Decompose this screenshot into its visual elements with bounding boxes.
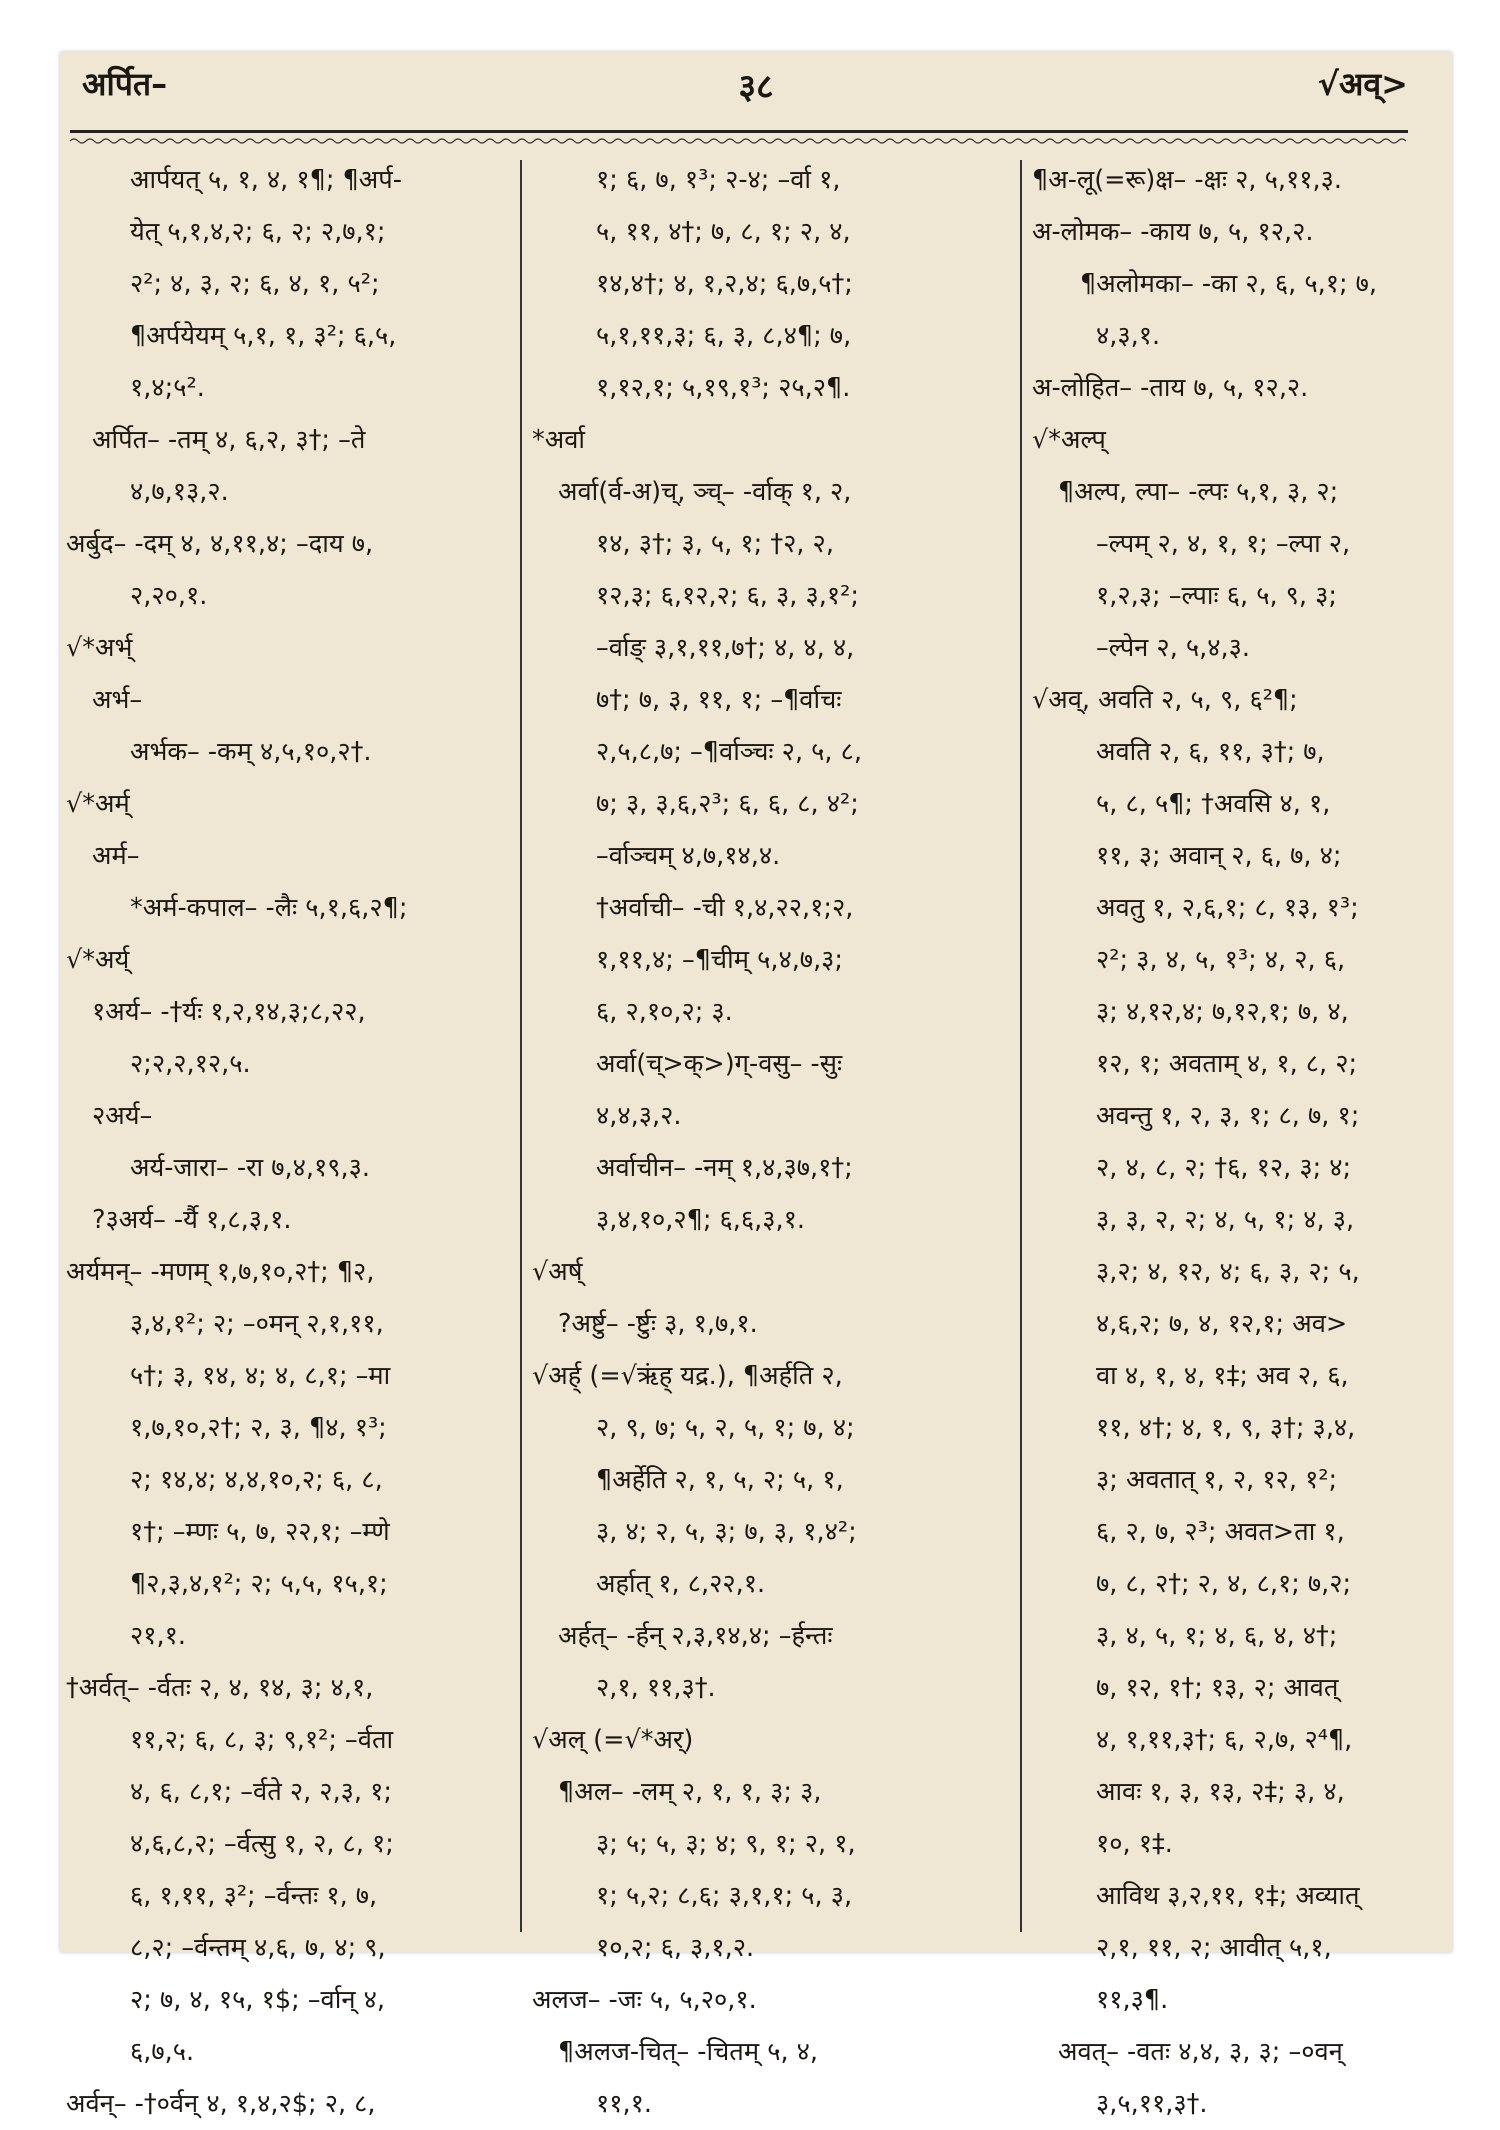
entry-line: ३; अवतात् १, २, १२, १²; <box>1096 1465 1338 1495</box>
entry-line: २²; ४, ३, २; ६, ४, १, ५²; <box>130 269 380 299</box>
entry-line: √अर्ष् <box>532 1257 583 1287</box>
entry-line: १४,४†; ४, १,२,४; ६,७,५†; <box>596 269 853 299</box>
entry-line: अर्म– <box>92 841 140 871</box>
entry-line: √*अर्य् <box>66 945 130 975</box>
entry-line: †अर्वत्– -र्वतः २, ४, १४, ३; ४,१, <box>66 1673 374 1703</box>
entry-line: √*अर्म् <box>66 789 130 819</box>
entry-line: २;२,२,१२,५. <box>130 1049 251 1079</box>
entry-line: ३, ४; २, ५, ३; ७, ३, १,४²; <box>596 1517 857 1547</box>
entry-line: ३; ५; ५, ३; ४; ९, १; २, १, <box>596 1829 856 1859</box>
entry-line: ५†; ३, १४, ४; ४, ८,१; –मा <box>130 1361 391 1391</box>
entry-line: १,७,१०,२†; २, ३, ¶४, १³; <box>130 1413 387 1443</box>
entry-line: ३,४,१०,२¶; ६,६,३,१. <box>596 1205 806 1235</box>
entry-line: २; ७, ४, १५, १$; –र्वान् ४, <box>130 1985 385 2015</box>
entry-line: ४,४,३,२. <box>596 1101 682 1131</box>
entry-line: ११, ३; अवान् २, ६, ७, ४; <box>1096 841 1342 871</box>
entry-line: २,२०,१. <box>130 581 208 611</box>
entry-line: ६, १,११, ३²; –र्वन्तः १, ७, <box>130 1881 378 1911</box>
page-number: ३८ <box>738 67 774 107</box>
entry-line: ¶अल– -लम् २, १, १, ३; ३, <box>558 1777 822 1807</box>
entry-line: ७, ८, २†; २, ४, ८,१; ७,२; <box>1096 1569 1352 1599</box>
entry-line: ५, ८, ५¶; †अवसि ४, १, <box>1096 789 1331 819</box>
entry-line: ¶अलज-चित्– -चितम् ५, ४, <box>558 2037 819 2067</box>
entry-line: –र्वाञ्चम् ४,७,१४,४. <box>596 841 781 871</box>
entry-line: अर्बुद– -दम् ४, ४,११,४; –दाय ७, <box>66 529 374 559</box>
entry-line: ¶अर्पयेयम् ५,१, १, ३²; ६,५, <box>130 321 397 351</box>
entry-line: अर्पित– -तम् ४, ६,२, ३†; –ते <box>92 425 366 455</box>
header-right-guideword: √अव्> <box>1317 65 1408 103</box>
entry-line: २अर्य– <box>92 1101 153 1131</box>
entry-line: अवति २, ६, ११, ३†; ७, <box>1096 737 1325 767</box>
entry-line: ४, १,११,३†; ६, २,७, २⁴¶, <box>1096 1725 1353 1755</box>
entry-line: अर्य-जारा– -रा ७,४,१९,३. <box>130 1153 370 1183</box>
entry-line: ¶अ-लू(=रू)क्ष– -क्षः २, ५,११,३. <box>1032 165 1342 195</box>
entry-line: अवतु १, २,६,१; ८, १३, १³; <box>1096 893 1359 923</box>
entry-line: अ-लोहित– -ताय ७, ५, १२,२. <box>1032 373 1309 403</box>
entry-line: २,१, ११,३†. <box>596 1673 716 1703</box>
entry-line: १०,२; ६, ३,१,२. <box>596 1933 755 1963</box>
entry-line: अर्भक– -कम् ४,५,१०,२†. <box>130 737 372 767</box>
entry-line: १; ५,२; ८,६; ३,१,१; ५, ३, <box>596 1881 853 1911</box>
entry-line: ३, ३, २, २; ४, ५, १; ४, ३, <box>1096 1205 1355 1235</box>
entry-line: ७†; ७, ३, ११, १; –¶र्वाचः <box>596 685 842 715</box>
entry-line: आवः १, ३, १३, २‡; ३, ४, <box>1096 1777 1345 1807</box>
entry-line: २, ९, ७; ५, २, ५, १; ७, ४; <box>596 1413 855 1443</box>
entry-line: ११, ४†; ४, १, ९, ३†; ३,४, <box>1096 1413 1356 1443</box>
column-3 <box>1032 154 1440 2119</box>
header-left-guideword: अर्पित– <box>82 65 168 103</box>
entry-line: वा ४, १, ४, १‡; अव २, ६, <box>1096 1361 1349 1391</box>
entry-line: ?अर्ष्टु– -र्ष्टुः ३, १,७,१. <box>558 1309 758 1339</box>
page-header <box>60 52 1452 132</box>
column-divider-2 <box>1020 160 1022 1932</box>
header-rule <box>70 130 1408 133</box>
entry-line: ५, ११, ४†; ७, ८, १; २, ४, <box>596 217 851 247</box>
entry-line: ७; ३, ३,६,२³; ६, ६, ८, ४²; <box>596 789 859 819</box>
entry-line: अर्यमन्– -मणम् १,७,१०,२†; ¶२, <box>66 1257 375 1287</box>
entry-line: अवन्तु १, २, ३, १; ८, ७, १; <box>1096 1101 1360 1131</box>
dictionary-page <box>60 52 1452 2119</box>
entry-line: –र्वाङ् ३,१,११,७†; ४, ४, ४, <box>596 633 855 663</box>
entry-line: १†; –म्णः ५, ७, २२,१; –म्णे <box>130 1517 390 1547</box>
entry-line: २, ४, ८, २; †६, १२, ३; ४; <box>1096 1153 1352 1183</box>
entry-line: ७, १२, १†; १३, २; आवत् <box>1096 1673 1339 1703</box>
entry-line: ?३अर्य– -र्यै १,८,३,१. <box>92 1205 292 1235</box>
entry-line: ¶अलोमका– -का २, ६, ५,१; ७, <box>1080 269 1378 299</box>
entry-line: येत् ५,१,४,२; ६, २; २,७,१; <box>130 217 386 247</box>
entry-line: अर्भ– <box>92 685 143 715</box>
entry-line: ३; ४,१२,४; ७,१२,१; ७, ४, <box>1096 997 1349 1027</box>
entry-line: आर्पयत् ५, १, ४, १¶; ¶अर्प- <box>130 165 402 195</box>
entry-line: अ-लोमक– -काय ७, ५, १२,२. <box>1032 217 1314 247</box>
entry-line: ५,१,११,३; ६, ३, ८,४¶; ७, <box>596 321 852 351</box>
entry-line: अर्वा(च्>क्>)ग्-वसु– -सुः <box>596 1049 843 1079</box>
entry-line: ¶अर्हेति २, १, ५, २; ५, १, <box>596 1465 844 1495</box>
entry-line: ३,४,१²; २; –०मन् २,१,११, <box>130 1309 384 1339</box>
entry-line: २²; ३, ४, ५, १³; ४, २, ६, <box>1096 945 1346 975</box>
entry-line: ११,३¶. <box>1096 1985 1169 2015</box>
entry-line: ४,६,२; ७, ४, १२,१; अव> <box>1096 1309 1348 1339</box>
entry-line: अर्वाचीन– -नम् १,४,३७,१†; <box>596 1153 853 1183</box>
entry-line: ३, ४, ५, १; ४, ६, ४, ४†; <box>1096 1621 1338 1651</box>
entry-line: √अव्, अवति २, ५, ९, ६²¶; <box>1032 685 1298 715</box>
entry-line: ४,६,८,२; –र्वत्सु १, २, ८, १; <box>130 1829 394 1859</box>
entry-line: १अर्य– -†र्यः १,२,१४,३;८,२२, <box>92 997 366 1027</box>
entry-line: ६, २,१०,२; ३. <box>596 997 733 1027</box>
entry-line: २; १४,४; ४,४,१०,२; ६, ८, <box>130 1465 383 1495</box>
entry-line: १४, ३†; ३, ५, १; †२, २, <box>596 529 834 559</box>
entry-line: १२, १; अवताम् ४, १, ८, २; <box>1096 1049 1358 1079</box>
entry-line: अर्हात् १, ८,२२,१. <box>596 1569 766 1599</box>
entry-line: ¶अल्प, ल्पा– -ल्पः ५,१, ३, २; <box>1058 477 1339 507</box>
entry-line: √अर्ह् (=√ऋंह् यद्र.), ¶अर्हति २, <box>532 1361 843 1391</box>
entry-line: १,१२,१; ५,१९,१³; २५,२¶. <box>596 373 851 403</box>
entry-line: √*अर्भ् <box>66 633 133 663</box>
column-divider-1 <box>520 160 522 1932</box>
entry-line: –ल्पेन २, ५,४,३. <box>1096 633 1251 663</box>
entry-line: ¶२,३,४,१²; २; ५,५, १५,१; <box>130 1569 388 1599</box>
entry-line: १,४;५². <box>130 373 205 403</box>
entry-line: ४,३,१. <box>1096 321 1161 351</box>
entry-line: ११,१. <box>596 2089 652 2119</box>
entry-line: ६, २, ७, २³; अवत>ता १, <box>1096 1517 1345 1547</box>
entry-line: आविथ ३,२,११, १‡; अव्यात् <box>1096 1881 1360 1911</box>
entry-line: ४,७,१३,२. <box>130 477 229 507</box>
column-1 <box>66 154 514 2119</box>
entry-line: १०, १‡. <box>1096 1829 1173 1859</box>
entry-line: १,११,४; –¶चीम् ५,४,७,३; <box>596 945 844 975</box>
entry-line: १,२,३; –ल्पाः ६, ५, ९, ३; <box>1096 581 1337 611</box>
entry-line: ११,२; ६, ८, ३; ९,१²; –र्वता <box>130 1725 394 1755</box>
entry-line: –ल्पम् २, ४, १, १; –ल्पा २, <box>1096 529 1351 559</box>
column-2 <box>532 154 1008 2119</box>
entry-line: ६,७,५. <box>130 2037 195 2067</box>
entry-line: *अर्म-कपाल– -लैः ५,१,६,२¶; <box>130 893 408 923</box>
header-wavy-rule <box>70 136 1408 146</box>
entry-line: २,१, ११, २; आवीत् ५,१, <box>1096 1933 1332 1963</box>
entry-line: २१,१. <box>130 1621 186 1651</box>
entry-line: अलज– -जः ५, ५,२०,१. <box>532 1985 757 2015</box>
entry-line: √अल् (=√*अर्) <box>532 1725 694 1755</box>
entry-line: ३,२; ४, १२, ४; ६, ३, २; ५, <box>1096 1257 1360 1287</box>
entry-line: *अर्वा <box>532 425 586 455</box>
entry-line: †अर्वाची– -ची १,४,२२,१;२, <box>596 893 854 923</box>
entry-line: १; ६, ७, १³; २-४; –र्वा १, <box>596 165 841 195</box>
entry-line: ८,२; –र्वन्तम् ४,६, ७, ४; ९, <box>130 1933 386 1963</box>
entry-line: √*अल्प् <box>1032 425 1106 455</box>
entry-line: अर्हत्– -र्हन् २,३,१४,४; –र्हन्तः <box>558 1621 833 1651</box>
entry-line: अर्वा(र्व-अ)च्, ञ्च्– -र्वाक् १, २, <box>558 477 852 507</box>
entry-line: अर्वन्– -†०र्वन् ४, १,४,२$; २, ८, <box>66 2089 376 2119</box>
entry-line: ४, ६, ८,१; –र्वते २, २,३, १; <box>130 1777 392 1807</box>
entry-line: ३,५,११,३†. <box>1096 2089 1208 2119</box>
entry-line: अवत्– -वतः ४,४, ३, ३; –०वन् <box>1058 2037 1343 2067</box>
entry-line: १२,३; ६,१२,२; ६, ३, ३,१²; <box>596 581 859 611</box>
entry-line: २,५,८,७; –¶र्वाञ्चः २, ५, ८, <box>596 737 862 767</box>
